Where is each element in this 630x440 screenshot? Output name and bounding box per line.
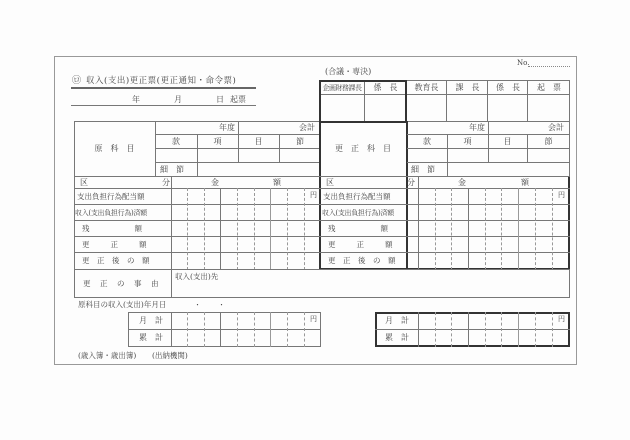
date-suffix: 起票 <box>230 95 246 104</box>
left-amount-row-3[interactable] <box>172 237 320 252</box>
left-monthly-label: 月 計 <box>139 316 163 325</box>
right-bun: 分 <box>407 178 415 187</box>
original-date-label: 原科目の収入(支出)年月日 <box>78 300 167 309</box>
reason-payee-label: 収入(支出)先 <box>175 272 219 281</box>
left-kubun: 区 <box>80 178 88 187</box>
approval-stamp-4[interactable] <box>488 95 527 121</box>
left-monthly-amount[interactable] <box>172 313 320 328</box>
right-row-3: 更 正 額 <box>328 240 395 249</box>
left-amount-row-2[interactable] <box>172 221 320 236</box>
right-col-moku: 目 <box>503 137 512 146</box>
left-col-setsu: 節 <box>296 137 304 146</box>
form-title: 収入(支出)更正票(更正通知・命令票) <box>86 76 237 86</box>
right-fiscal-year: 年度 <box>469 123 485 132</box>
left-sub-section-field[interactable] <box>198 163 320 175</box>
left-col-kou: 項 <box>213 137 222 146</box>
approval-col-2: 教育長 <box>414 83 439 92</box>
left-fiscal-year: 年度 <box>219 123 235 132</box>
right-col-setsu: 節 <box>544 137 553 146</box>
left-gaku: 額 <box>273 178 281 187</box>
original-date-sep1: ・ <box>194 301 201 309</box>
left-setsu-field[interactable] <box>280 149 320 161</box>
right-amount-row-0[interactable] <box>419 189 569 204</box>
approval-stamp-2[interactable] <box>407 95 446 121</box>
left-bun: 分 <box>162 178 170 187</box>
left-row-2: 残 額 <box>82 224 145 233</box>
right-moku-field[interactable] <box>489 149 526 161</box>
right-amount-row-2[interactable] <box>419 221 569 236</box>
right-row-0: 支出負担行為配当額 <box>323 192 391 201</box>
right-kou-field[interactable] <box>448 149 487 161</box>
left-account: 会計 <box>299 123 315 132</box>
number-field[interactable] <box>528 66 570 67</box>
left-kin: 金 <box>211 178 219 187</box>
right-col-kan: 款 <box>423 137 431 146</box>
right-yen: 円 <box>558 191 565 199</box>
left-yen: 円 <box>310 191 317 199</box>
right-sub-section: 細 節 <box>411 165 435 174</box>
right-row-1: 収入(支出負担行為)済額 <box>322 209 394 217</box>
right-kan-field[interactable] <box>408 149 446 161</box>
footer-office: (出納機関) <box>152 351 188 360</box>
left-kou-field[interactable] <box>198 149 237 161</box>
right-row-2: 残 額 <box>328 224 391 233</box>
approval-stamp-1[interactable] <box>365 95 405 121</box>
right-amount-row-3[interactable] <box>419 237 569 252</box>
original-date-sep2: ・ <box>218 301 225 309</box>
left-row-3: 更 正 額 <box>82 240 149 249</box>
right-row-4: 更 正 後 の 額 <box>328 256 396 265</box>
right-gaku: 額 <box>521 178 529 187</box>
approval-note: (合議・専決) <box>325 67 372 76</box>
approval-col-3: 課 長 <box>455 83 480 92</box>
right-setsu-field[interactable] <box>528 149 569 161</box>
right-totals-yen: 円 <box>558 315 565 323</box>
left-row-1: 収入(支出負担行為)済額 <box>75 209 147 217</box>
approval-col-0: 企画財務課長 <box>322 84 362 92</box>
right-sub-section-field[interactable] <box>448 163 569 175</box>
title-mark-icon: ㋺ <box>72 76 82 86</box>
right-subject-label: 更 正 科 目 <box>335 144 391 153</box>
approval-stamp-5[interactable] <box>528 95 569 121</box>
right-cumulative-amount[interactable] <box>419 330 568 345</box>
divider <box>238 121 239 134</box>
right-amount-row-4[interactable] <box>419 253 569 268</box>
right-account: 会計 <box>548 123 564 132</box>
title-underline <box>71 87 256 89</box>
left-amount-row-1[interactable] <box>172 205 320 220</box>
right-monthly-label: 月 計 <box>385 316 409 325</box>
date-day: 日 <box>216 95 224 104</box>
left-cumulative-amount[interactable] <box>172 330 320 346</box>
date-year: 年 <box>132 95 140 104</box>
right-monthly-amount[interactable] <box>419 313 568 328</box>
divider <box>488 121 489 134</box>
left-subject-label: 原 科 目 <box>94 144 135 153</box>
divider <box>74 176 321 177</box>
date-month: 月 <box>174 95 182 104</box>
approval-stamp-3[interactable] <box>447 95 487 121</box>
reason-label: 更 正 の 事 由 <box>83 279 160 288</box>
left-cumulative-label: 累 計 <box>139 333 163 342</box>
left-kan-field[interactable] <box>156 149 196 161</box>
right-kin: 金 <box>458 178 466 187</box>
right-cumulative-label: 累 計 <box>385 333 409 342</box>
footer-ledger: (歳入簿・歳出簿) <box>78 351 137 360</box>
approval-stamp-0[interactable] <box>320 95 364 121</box>
date-underline <box>71 105 256 106</box>
reason-field[interactable] <box>172 283 569 297</box>
right-amount-row-1[interactable] <box>419 205 569 220</box>
left-totals-yen: 円 <box>310 315 317 323</box>
left-col-moku: 目 <box>254 137 263 146</box>
left-row-4: 更 正 後 の 額 <box>82 256 150 265</box>
approval-col-1: 係 長 <box>373 83 398 92</box>
right-col-kou: 項 <box>463 137 472 146</box>
approval-col-5: 起 票 <box>537 83 561 92</box>
approval-col-4: 係 長 <box>496 83 520 92</box>
left-sub-section: 細 節 <box>160 165 184 174</box>
left-moku-field[interactable] <box>239 149 278 161</box>
divider <box>319 176 570 177</box>
number-label: No. <box>517 59 530 67</box>
left-col-kan: 款 <box>172 137 180 146</box>
right-kubun: 区 <box>326 178 334 187</box>
left-amount-row-0[interactable] <box>172 189 320 204</box>
left-row-0: 支出負担行為配当額 <box>77 192 145 201</box>
left-amount-row-4[interactable] <box>172 253 320 269</box>
